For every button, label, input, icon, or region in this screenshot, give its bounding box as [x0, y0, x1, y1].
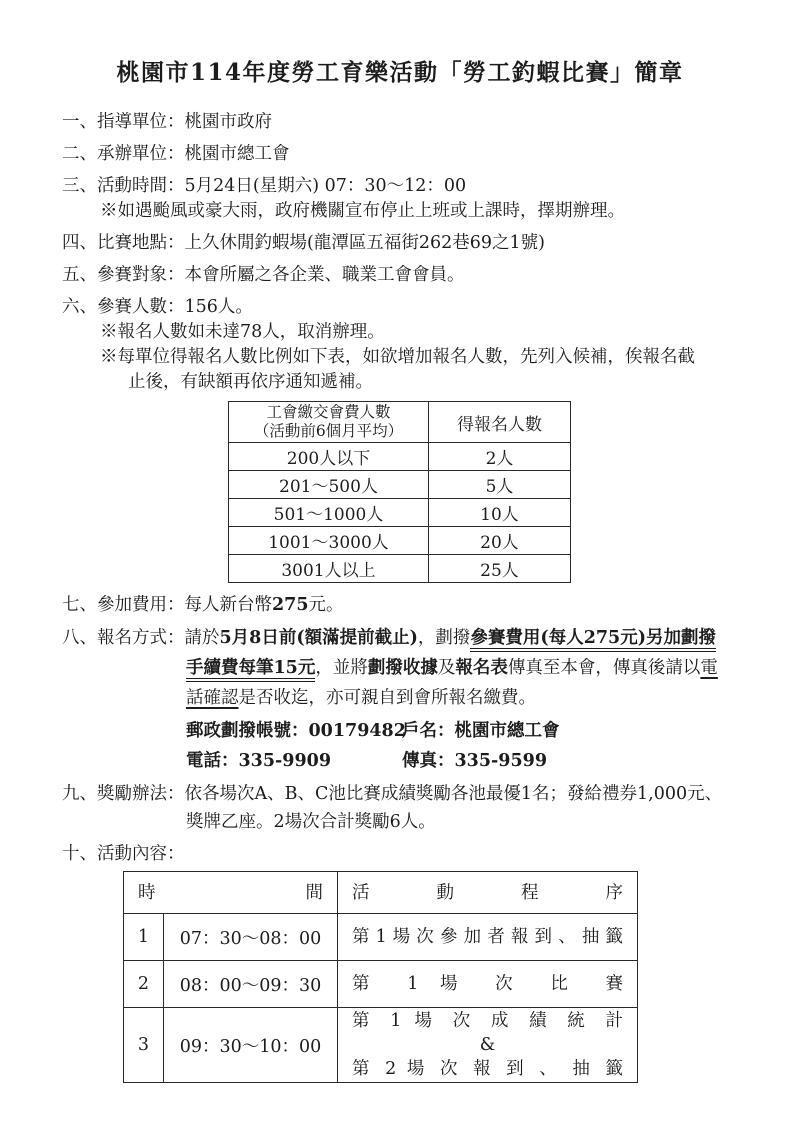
schedule-header-program-text: 活 動 程 序 — [352, 882, 624, 903]
agenda-heading: 十、活動內容： — [62, 844, 185, 864]
eligibility-line: 五、參賽對象：本會所屬之各企業、職業工會會員。 — [62, 265, 465, 285]
schedule-row — [124, 914, 638, 961]
schedule-header-time-text: 時 間 — [138, 882, 324, 903]
postal-account-name: 戶名：桃園市總工會 — [402, 721, 560, 741]
event-time-line: 三、活動時間：5月24日(星期六) 07：30～12：00 — [62, 176, 467, 196]
participant-count-line: 六、參賽人數：156人。 — [62, 297, 253, 317]
phone-number: 電話：335-9909 — [186, 751, 331, 771]
membership-range-cell: 1001～3000人 — [229, 527, 429, 555]
text-run: ，劃撥 — [417, 628, 471, 648]
quota-table-row — [229, 555, 571, 583]
registration-line-2 — [186, 653, 738, 683]
quota-header-membership-line1: 工會繳交會費人數 — [266, 403, 391, 421]
award-line-2: 獎牌乙座。2場次合計獎勵6人。 — [186, 812, 436, 832]
postal-account-number: 郵政劃撥帳號：00179482 — [186, 721, 406, 741]
program-text: 第 1 場 次 比 賽 — [352, 974, 624, 994]
schedule-program-cell — [338, 1008, 638, 1083]
quota-header-allowed: 得報名人數 — [429, 402, 571, 443]
text-run: 及 — [437, 658, 456, 678]
text-run-bold: 報名表 — [455, 658, 508, 678]
quota-table-row — [229, 499, 571, 527]
fee-line — [62, 593, 738, 618]
registration-line-3 — [186, 683, 738, 713]
quota-cell: 5人 — [429, 471, 571, 499]
schedule-row — [124, 961, 638, 1008]
quota-table-row — [229, 443, 571, 471]
text-run: 傳真至本會，傳真後請以 — [507, 658, 701, 678]
quota-header-membership-line2: （活動前6個月平均） — [253, 422, 404, 440]
text-run-bold-double-underline: 參賽費用(每人275元)另加劃撥 — [470, 628, 716, 652]
quota-table-header-row — [229, 402, 571, 443]
text-run-bold: 劃撥收據 — [367, 658, 438, 678]
quota-table — [228, 401, 571, 583]
text-run: 元。 — [308, 595, 344, 615]
quota-note-line-1: ※每單位得報名人數比例如下表，如欲增加報名人數，先列入候補，俟報名截 — [100, 347, 695, 367]
program-text-line3: 第 2 場 次 報 到 、 抽 籤 — [352, 1059, 624, 1079]
fax-number: 傳真：335-9599 — [402, 751, 547, 771]
organizer-unit-line: 二、承辦單位：桃園市總工會 — [62, 144, 290, 164]
weather-note-line: ※如遇颱風或豪大雨，政府機關宣布停止上班或上課時，擇期辦理。 — [100, 201, 625, 221]
venue-line: 四、比賽地點：上久休閒釣蝦場(龍潭區五福街262巷69之1號) — [62, 233, 545, 253]
phone-fax-row — [186, 746, 738, 776]
schedule-time-cell: 08：00～09：30 — [164, 961, 338, 1008]
award-line-1: 九、獎勵辦法：依各場次A、B、C池比賽成績獎勵各池最優1名；發給禮券1,000元、 — [62, 784, 723, 804]
page-title: 桃園市114年度勞工育樂活動「勞工釣蝦比賽」簡章 — [116, 59, 684, 86]
quota-note-line-2: 止後，有缺額再依序通知遞補。 — [128, 372, 373, 392]
schedule-program-cell — [338, 914, 638, 961]
quota-cell: 25人 — [429, 555, 571, 583]
advising-unit-line: 一、指導單位：桃園市政府 — [62, 112, 272, 132]
schedule-header-program — [338, 872, 638, 914]
schedule-number-cell: 2 — [124, 961, 164, 1008]
membership-range-cell: 3001人以上 — [229, 555, 429, 583]
text-run-bold: 275 — [272, 595, 309, 615]
quota-header-membership — [229, 402, 429, 443]
quota-cell: 20人 — [429, 527, 571, 555]
text-run-bold-double-underline: 手續費每筆15元 — [186, 658, 315, 682]
text-run-underline: 話確認 — [186, 688, 239, 708]
schedule-number-cell: 3 — [124, 1008, 164, 1083]
schedule-program-cell — [338, 961, 638, 1008]
schedule-table — [123, 871, 638, 1083]
text-run-bold: 5月8日前(額滿提前截止) — [219, 628, 418, 648]
quota-cell: 2人 — [429, 443, 571, 471]
membership-range-cell: 201～500人 — [229, 471, 429, 499]
schedule-row — [124, 1008, 638, 1083]
text-run: 八、報名方式：請於 — [62, 628, 220, 648]
program-text: 第 1 場 次 參 加 者 報 到 、 抽 籤 — [352, 927, 624, 947]
cancellation-note-line: ※報名人數如未達78人，取消辦理。 — [100, 322, 385, 342]
text-run: 七、參加費用：每人新台幣 — [62, 595, 272, 615]
text-run: 是否收迄，亦可親自到會所報名繳費。 — [238, 688, 536, 708]
membership-range-cell: 501～1000人 — [229, 499, 429, 527]
quota-table-row — [229, 471, 571, 499]
schedule-header-row — [124, 872, 638, 914]
quota-cell: 10人 — [429, 499, 571, 527]
registration-line-1 — [62, 623, 738, 653]
program-text-line1: 第 1 場 次 成 績 統 計 — [352, 1011, 624, 1031]
schedule-time-cell: 07：30～08：00 — [164, 914, 338, 961]
program-text-line2: & — [479, 1035, 496, 1055]
text-run: ，並將 — [315, 658, 368, 678]
schedule-header-time — [124, 872, 338, 914]
schedule-time-cell: 09：30～10：00 — [164, 1008, 338, 1083]
schedule-number-cell: 1 — [124, 914, 164, 961]
text-run-underline: 電 — [700, 658, 718, 678]
quota-table-row — [229, 527, 571, 555]
membership-range-cell: 200人以下 — [229, 443, 429, 471]
postal-account-row — [186, 716, 738, 746]
